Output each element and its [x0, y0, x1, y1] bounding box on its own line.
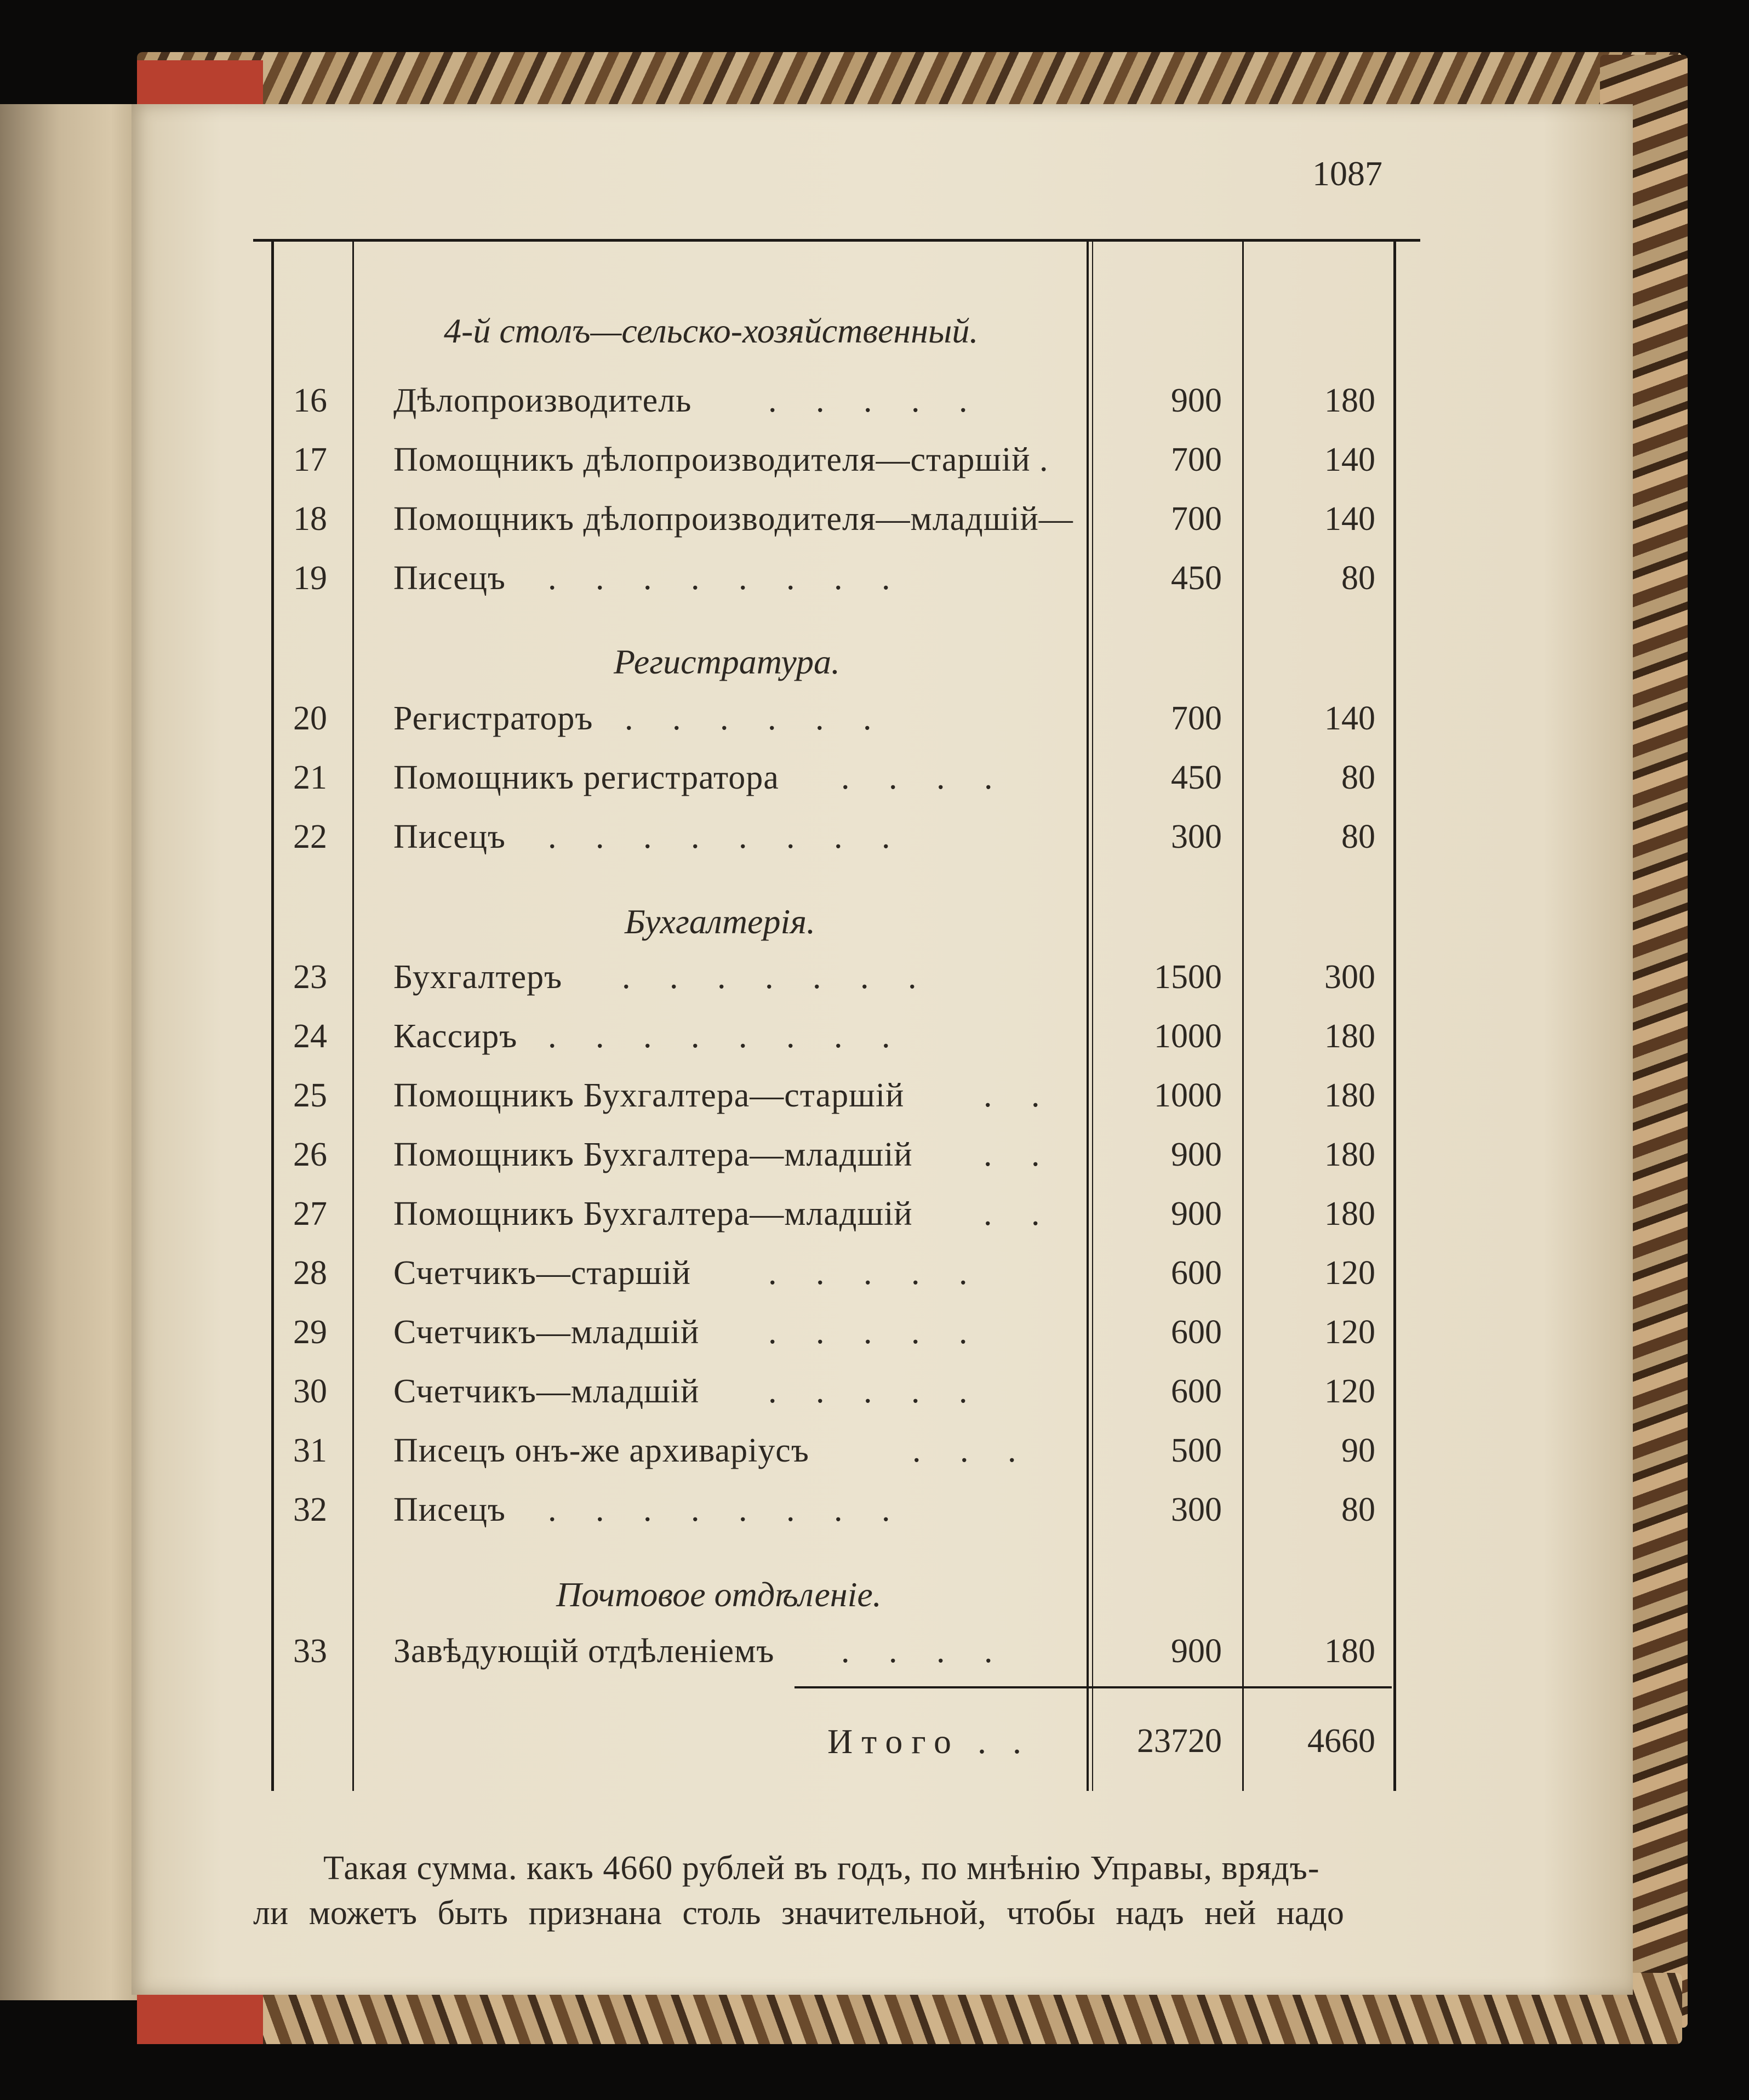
- row-leader-dots: . .: [984, 1136, 1055, 1173]
- row-amount-a: 1000: [1154, 1077, 1222, 1114]
- row-amount-b: 180: [1324, 1195, 1375, 1232]
- row-label: Помощникъ регистратора: [393, 759, 779, 796]
- row-number: 26: [293, 1136, 327, 1173]
- row-amount-b: 180: [1324, 1077, 1375, 1114]
- row-leader-dots: . .: [984, 1077, 1055, 1114]
- left-page-edge: [0, 104, 148, 2000]
- row-amount-a: 900: [1171, 1136, 1222, 1173]
- row-amount-a: 600: [1171, 1314, 1222, 1351]
- row-number: 27: [293, 1195, 327, 1232]
- row-amount-b: 180: [1324, 1136, 1375, 1173]
- paragraph-line-2: ли можетъ быть признана столь значительной, чтобы надъ ней надо: [253, 1894, 1344, 1932]
- total-label: Итого . .: [827, 1722, 1030, 1761]
- total-amount-a: 23720: [1137, 1722, 1222, 1760]
- row-amount-b: 120: [1324, 1373, 1375, 1410]
- row-label: Дѣлопроизводитель: [393, 382, 692, 419]
- row-number: 32: [293, 1491, 327, 1528]
- row-amount-b: 180: [1324, 1018, 1375, 1055]
- row-amount-b: 180: [1324, 1633, 1375, 1670]
- row-number: 23: [293, 958, 327, 996]
- row-leader-dots: . . . . .: [768, 1373, 983, 1410]
- row-amount-b: 140: [1324, 441, 1375, 478]
- row-number: 24: [293, 1018, 327, 1055]
- table-top-rule: [253, 239, 1420, 242]
- row-amount-a: 900: [1171, 1195, 1222, 1232]
- row-label: Помощникъ дѣлопроизводителя—старшій .: [393, 441, 1049, 478]
- row-number: 16: [293, 382, 327, 419]
- row-number: 20: [293, 700, 327, 737]
- row-leader-dots: . . . . . .: [625, 700, 887, 737]
- row-label: Счетчикъ—старшій: [393, 1254, 691, 1292]
- paragraph-line-1: Такая сумма. какъ 4660 рублей въ годъ, по мнѣнію Управы, врядъ-: [323, 1850, 1320, 1887]
- row-label: Кассиръ: [393, 1018, 518, 1055]
- row-leader-dots: . . . . . . . .: [548, 1491, 906, 1528]
- row-amount-b: 180: [1324, 382, 1375, 419]
- row-number: 31: [293, 1432, 327, 1469]
- row-amount-a: 600: [1171, 1254, 1222, 1292]
- row-amount-a: 1000: [1154, 1018, 1222, 1055]
- row-amount-a: 450: [1171, 560, 1222, 597]
- row-label: Писецъ: [393, 560, 506, 597]
- row-number: 18: [293, 500, 327, 538]
- row-amount-a: 700: [1171, 500, 1222, 538]
- row-label: Писецъ: [393, 818, 506, 855]
- row-amount-b: 300: [1324, 958, 1375, 996]
- row-amount-a: 450: [1171, 759, 1222, 796]
- row-amount-b: 140: [1324, 700, 1375, 737]
- table-right-border: [1393, 240, 1396, 1791]
- row-number: 21: [293, 759, 327, 796]
- row-number: 19: [293, 560, 327, 597]
- row-leader-dots: . .: [984, 1195, 1055, 1232]
- row-number: 28: [293, 1254, 327, 1292]
- row-label: Помощникъ Бухгалтера—младшій: [393, 1136, 913, 1173]
- row-amount-b: 90: [1341, 1432, 1375, 1469]
- row-leader-dots: . . . . . . . .: [548, 1018, 906, 1055]
- section-title-3: Бухгалтерія.: [625, 902, 815, 941]
- row-amount-a: 900: [1171, 382, 1222, 419]
- row-leader-dots: . . . . .: [768, 1314, 983, 1351]
- row-amount-b: 140: [1324, 500, 1375, 538]
- row-leader-dots: . . . . .: [768, 1254, 983, 1292]
- table-left-border: [271, 240, 274, 1791]
- row-amount-b: 80: [1341, 759, 1375, 796]
- row-number: 25: [293, 1077, 327, 1114]
- row-amount-b: 120: [1324, 1254, 1375, 1292]
- row-number: 30: [293, 1373, 327, 1410]
- row-amount-a: 1500: [1154, 958, 1222, 996]
- row-label: Помощникъ Бухгалтера—старшій: [393, 1077, 905, 1114]
- row-leader-dots: . . . .: [841, 1633, 1008, 1670]
- number-column-rule: [352, 240, 354, 1791]
- row-label: Регистраторъ: [393, 700, 593, 737]
- row-amount-a: 700: [1171, 441, 1222, 478]
- row-leader-dots: . . . .: [841, 759, 1008, 796]
- row-amount-a: 300: [1171, 1491, 1222, 1528]
- sum-underline-rule: [795, 1686, 1392, 1688]
- row-label: Завѣдующій отдѣленіемъ: [393, 1633, 775, 1670]
- row-leader-dots: . . .: [912, 1432, 1032, 1469]
- row-amount-a: 500: [1171, 1432, 1222, 1469]
- row-number: 17: [293, 441, 327, 478]
- row-label: Писецъ: [393, 1491, 506, 1528]
- row-leader-dots: . . . . . . . .: [548, 560, 906, 597]
- row-amount-a: 300: [1171, 818, 1222, 855]
- row-label: Счетчикъ—младшій: [393, 1314, 700, 1351]
- row-leader-dots: . . . . . . .: [622, 958, 932, 996]
- row-amount-a: 600: [1171, 1373, 1222, 1410]
- row-amount-a: 900: [1171, 1633, 1222, 1670]
- row-amount-a: 700: [1171, 700, 1222, 737]
- row-amount-b: 80: [1341, 1491, 1375, 1528]
- row-label: Бухгалтеръ: [393, 958, 563, 996]
- section-title-1: 4-й столъ—сельско-хозяйственный.: [444, 311, 979, 350]
- row-label: Писецъ онъ-же архиваріусъ: [393, 1432, 809, 1469]
- row-amount-b: 120: [1324, 1314, 1375, 1351]
- total-amount-b: 4660: [1307, 1722, 1375, 1760]
- row-leader-dots: . . . . .: [768, 382, 983, 419]
- row-number: 22: [293, 818, 327, 855]
- row-label: Счетчикъ—младшій: [393, 1373, 700, 1410]
- row-leader-dots: . . . . . . . .: [548, 818, 906, 855]
- row-number: 29: [293, 1314, 327, 1351]
- section-title-2: Регистратура.: [614, 642, 840, 681]
- row-label: Помощникъ дѣлопроизводителя—младшій—: [393, 500, 1073, 538]
- row-label: Помощникъ Бухгалтера—младшій: [393, 1195, 913, 1232]
- row-number: 33: [293, 1633, 327, 1670]
- page-number: 1087: [1312, 154, 1382, 193]
- row-amount-b: 80: [1341, 560, 1375, 597]
- row-amount-b: 80: [1341, 818, 1375, 855]
- section-title-4: Почтовое отдѣленіе.: [556, 1575, 882, 1614]
